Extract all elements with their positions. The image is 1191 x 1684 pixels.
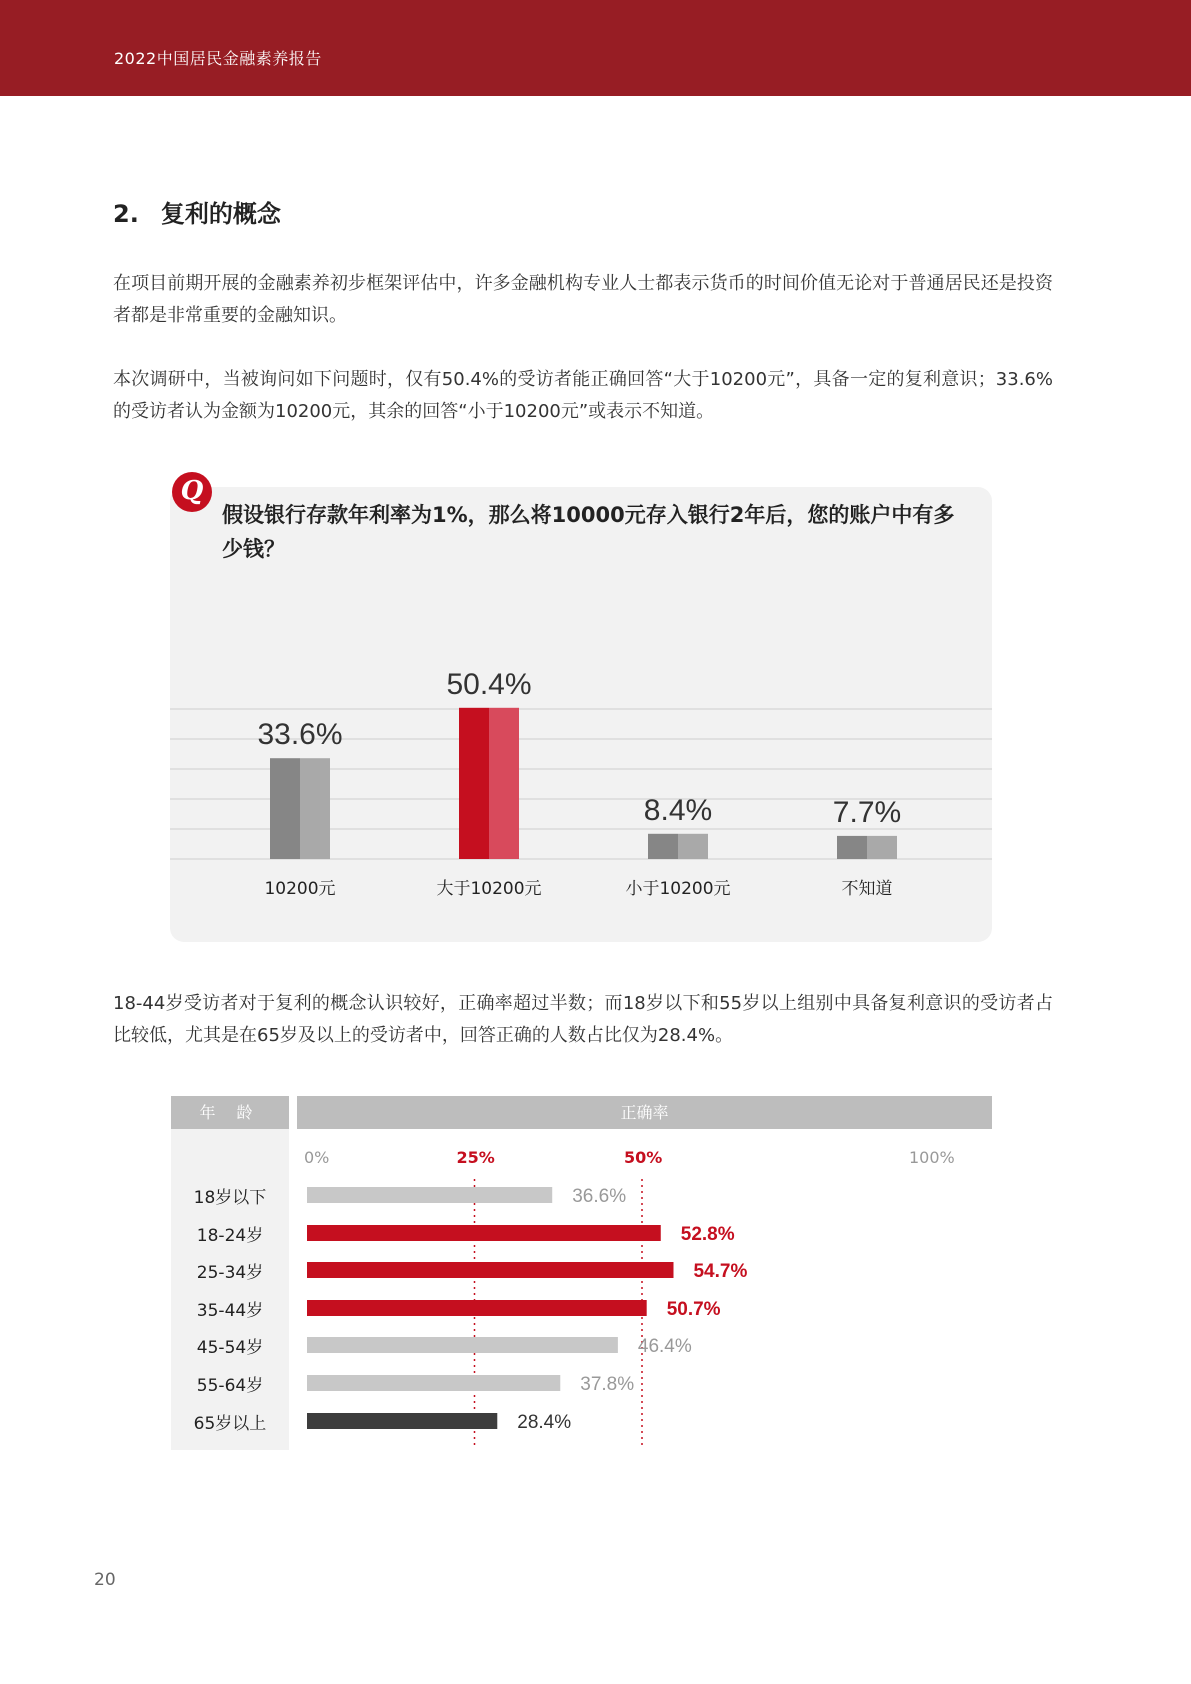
bar-dark-half xyxy=(270,758,300,859)
accuracy-value-label: 46.4% xyxy=(637,1336,692,1357)
bar-light-half xyxy=(867,836,897,859)
question-badge-icon: Q xyxy=(172,472,212,512)
paragraph-age-analysis: 18-44岁受访者对于复利的概念认识较好，正确率超过半数；而18岁以下和55岁以上组别中具备复利意识的受访者占比较低，尤其是在65岁及以上的受访者中，回答正确的人数占比仅为28.4%。 xyxy=(113,993,1053,1046)
bar-value-label: 50.4% xyxy=(446,667,532,701)
bar-dark-half xyxy=(459,708,489,859)
question-text: 假设银行存款年利率为1%，那么将10000元存入银行2年后，您的账户中有多少钱？ xyxy=(222,503,955,561)
age-accuracy-bar-chart xyxy=(297,1165,992,1455)
accuracy-bar xyxy=(307,1337,618,1353)
category-label: 小于10200元 xyxy=(625,879,731,899)
accuracy-value-label: 36.6% xyxy=(572,1186,627,1207)
rate-column-header: 正确率 xyxy=(297,1096,992,1129)
bar-dark-half xyxy=(837,836,867,859)
axis-tick-label: 0% xyxy=(304,1148,330,1167)
report-title: 2022中国居民金融素养报告 xyxy=(114,49,322,68)
age-group-label: 35-44岁 xyxy=(196,1301,264,1321)
accuracy-value-label: 28.4% xyxy=(517,1412,572,1433)
section-number: 2. xyxy=(113,200,139,228)
section-title-text: 复利的概念 xyxy=(160,200,281,228)
bar-value-label: 33.6% xyxy=(257,718,343,752)
accuracy-bar xyxy=(307,1375,560,1391)
header-bar xyxy=(0,0,1191,96)
accuracy-value-label: 37.8% xyxy=(580,1374,635,1395)
axis-tick-label: 50% xyxy=(624,1148,663,1167)
axis-tick-label: 100% xyxy=(909,1148,955,1167)
axis-tick-label: 25% xyxy=(456,1148,495,1167)
accuracy-bar xyxy=(307,1225,661,1241)
age-column-background xyxy=(171,1129,289,1450)
bar-value-label: 7.7% xyxy=(832,795,902,829)
accuracy-bar xyxy=(307,1300,647,1316)
age-group-label: 25-34岁 xyxy=(196,1263,264,1283)
category-label: 10200元 xyxy=(264,879,336,899)
page-number: 20 xyxy=(94,1570,116,1590)
age-column-header: 年 龄 xyxy=(171,1096,289,1129)
paragraph-intro: 在项目前期开展的金融素养初步框架评估中，许多金融机构专业人士都表示货币的时间价值无论对于普通居民还是投资者都是非常重要的金融知识。 xyxy=(113,273,1053,326)
age-group-label: 65岁以上 xyxy=(193,1414,267,1434)
bar-value-label: 8.4% xyxy=(643,793,713,827)
accuracy-bar xyxy=(307,1413,497,1429)
category-label: 不知道 xyxy=(841,879,893,899)
bar-light-half xyxy=(300,758,330,859)
age-group-label: 18-24岁 xyxy=(196,1226,264,1246)
bar-light-half xyxy=(678,834,708,859)
answer-bar-chart xyxy=(170,640,992,910)
accuracy-value-label: 50.7% xyxy=(666,1299,721,1320)
age-group-label: 18岁以下 xyxy=(193,1188,267,1208)
accuracy-bar xyxy=(307,1187,552,1203)
accuracy-value-label: 54.7% xyxy=(693,1261,748,1282)
section-title xyxy=(113,194,281,229)
category-label: 大于10200元 xyxy=(436,879,542,899)
paragraph-survey-result: 本次调研中，当被询问如下问题时，仅有50.4%的受访者能正确回答“大于10200元”，具备一定的复利意识；33.6%的受访者认为金额为10200元，其余的回答“小于10200元”或表示不知道。 xyxy=(113,369,1053,422)
bar-light-half xyxy=(489,708,519,859)
age-group-label: 45-54岁 xyxy=(196,1338,264,1358)
accuracy-value-label: 52.8% xyxy=(680,1224,735,1245)
age-group-label: 55-64岁 xyxy=(196,1376,264,1396)
accuracy-bar xyxy=(307,1262,673,1278)
bar-dark-half xyxy=(648,834,678,859)
